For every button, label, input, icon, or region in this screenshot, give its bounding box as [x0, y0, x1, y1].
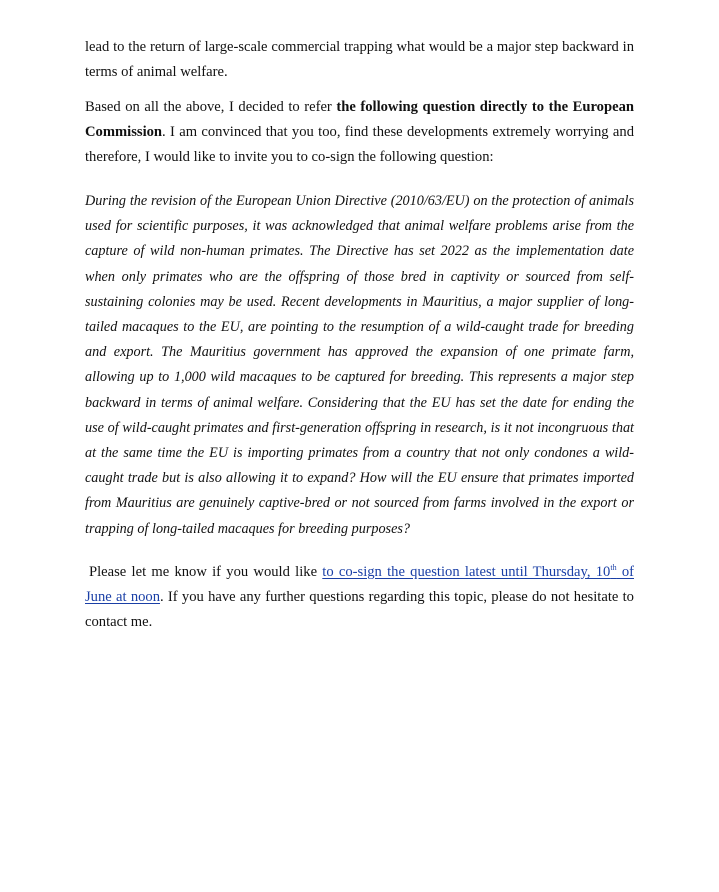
link-text-part1: to co-sign the question latest until Thursday, 10 — [322, 564, 611, 580]
paragraph-rest-text: . I am convinced that you too, find these developments extremely worrying and therefore, I would like to invite you to co-sign the following question: — [85, 124, 634, 166]
paragraph-cosign-request — [85, 560, 634, 636]
parliamentary-question-text — [85, 189, 634, 542]
ordinal-superscript: th — [610, 563, 617, 573]
bold-emphasis-text: the following question directly to the European Commission — [85, 99, 634, 141]
paragraph-text: lead to the return of large-scale commercial trapping what would be a major step backward in terms of animal welfare. — [85, 39, 634, 81]
link-text-part2: of June at noon — [85, 564, 634, 606]
question-body: During the revision of the European Union Directive (2010/63/EU) on the protection of animals used for scientific purposes, it was acknowledged that animal welfare problems arise from the capture of wild non-human primates. The Directive has set 2022 as the implementation date when only primates who are the offspring of those bred in captivity or sourced from self-sustaining colonies may be used. Recent developments in Mauritius, a major supplier of long-tailed macaques to the EU, are pointing to the resumption of a wild-caught trade for breeding and export. The Mauritius government has approved the expansion of one primate farm, allowing up to 1,000 wild macaques to be captured for breeding. This represents a major step backward in terms of animal welfare. Considering that the EU has set the date for ending the use of wild-caught primates and first-generation offspring in research, is it not incongruous that at the same time the EU is importing primates from a country that not only condones a wild-caught trade but is also allowing it to expand? How will the EU ensure that primates imported from Mauritius are genuinely captive-bred or not sourced from farms involved in the export or trapping of long-tailed macaques for breeding purposes? — [85, 193, 634, 537]
paragraph-intro-text: Please let me know if you would like — [89, 564, 323, 580]
paragraph-refer-question — [85, 95, 634, 171]
paragraph-intro-text: Based on all the above, I decided to refer — [85, 99, 337, 115]
paragraph-rest-text: . If you have any further questions regarding this topic, please do not hesitate to contact me. — [85, 589, 634, 631]
paragraph-animal-welfare-continuation — [85, 35, 634, 85]
